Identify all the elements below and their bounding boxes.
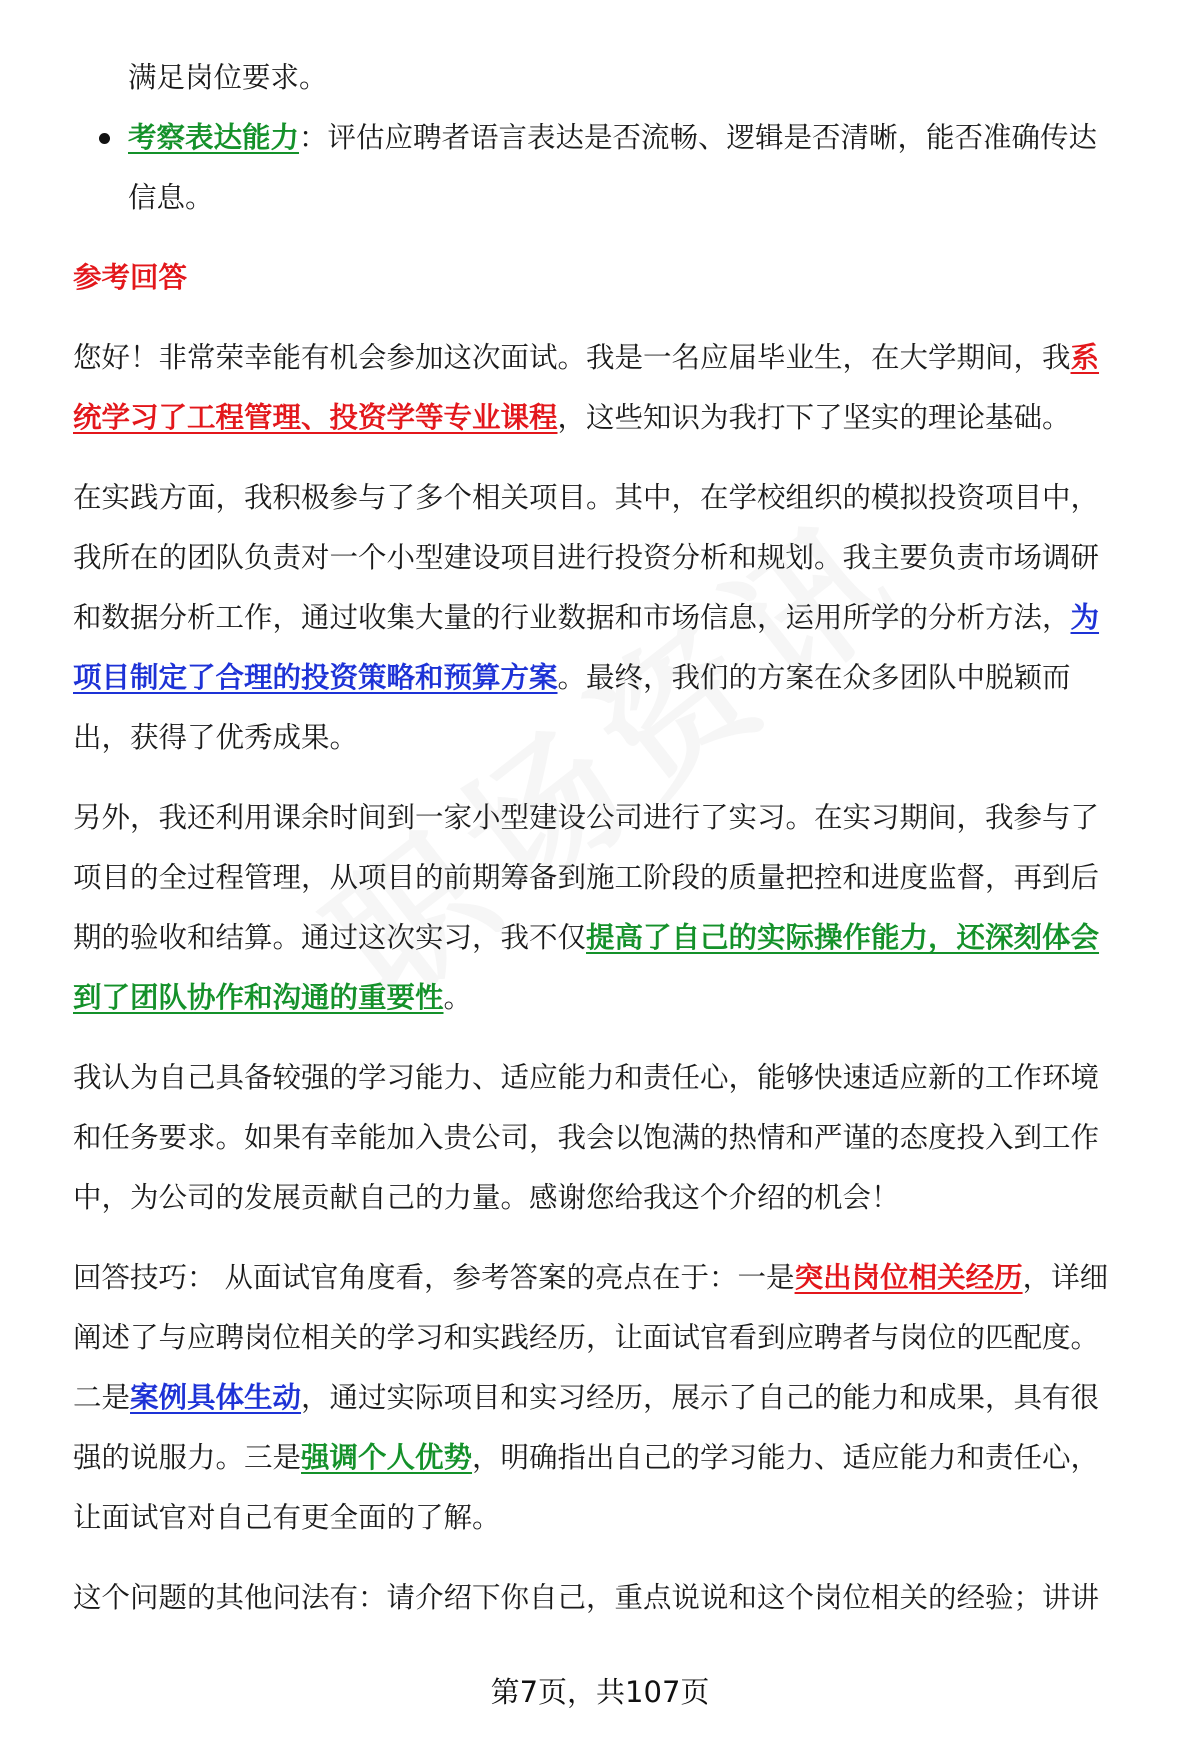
highlight-blue: 案例具体生动 [130,1381,302,1414]
paragraph-internship: 另外，我还利用课余时间到一家小型建设公司进行了实习。在实习期间，我参与了 项目的全过程管理，从项目的前期筹备到施工阶段的质量把控和进度监督，再到后 期的验收和结算。通过这次实习，我不仅提高了自己的实际操作能力，还深刻体会 到了团队协作和沟通的重要性。 [73,801,1100,1014]
highlight-red: 统学习了工程管理、投资学等专业课程 [73,401,558,434]
highlight-red: 突出岗位相关经历 [794,1261,1023,1294]
paragraph-conclusion: 我认为自己具备较强的学习能力、适应能力和责任心，能够快速适应新的工作环境 和任务要求。如果有幸能加入贵公司，我会以饱满的热情和严谨的态度投入到工作 中，为公司的发展贡献自己的力量。感谢您给我这个介绍的机会！ [73,1061,1100,1214]
page-number: 第7页，共107页 [490,1675,710,1709]
bullet-dot-icon [99,133,110,144]
bullet-item-expression: 考察表达能力：评估应聘者语言表达是否流畅、逻辑是否清晰，能否准确传达 [73,108,1153,168]
section-heading: 参考回答 [73,261,188,294]
highlight-red: 系 [1070,341,1100,374]
paragraph-practice: 在实践方面，我积极参与了多个相关项目。其中，在学校组织的模拟投资项目中， 我所在的团队负责对一个小型建设项目进行投资分析和规划。我主要负责市场调研 和数据分析工作，通过收集大量的行业数据和市场信息，运用所学的分析方法，为 项目制定了合理的投资策略和预算方案。最终，我们的方案在众多团队中脱颖而 出，获得了优秀成果。 [73,481,1100,754]
highlight-green: 到了团队协作和沟通的重要性 [73,981,444,1014]
paragraph-tips: 回答技巧： 从面试官角度看，参考答案的亮点在于：一是突出岗位相关经历，详细 阐述了与应聘岗位相关的学习和实践经历，让面试官看到应聘者与岗位的匹配度。 二是案例具体生动，通过实际项目和实习经历，展示了自己的能力和成果，具有很 强的说服力。三是强调个人优势，明确指出自己的学习能力、适应能力和责任心， 让面试官对自己有更全面的了解。 [73,1261,1109,1534]
text-line: 信息。 [128,181,214,214]
paragraph-alternatives: 这个问题的其他问法有：请介绍下你自己，重点说说和这个岗位相关的经验；讲讲 [73,1581,1100,1614]
highlight-green: 强调个人优势 [301,1441,473,1474]
document-body [73,48,1153,1628]
highlight-blue: 项目制定了合理的投资策略和预算方案 [73,661,558,694]
text-line: 满足岗位要求。 [128,61,328,94]
highlight-term: 考察表达能力 [128,121,300,154]
highlight-blue: 为 [1070,601,1100,634]
highlight-green: 提高了自己的实际操作能力，还深刻体会 [586,921,1100,954]
paragraph-intro: 您好！非常荣幸能有机会参加这次面试。我是一名应届毕业生，在大学期间，我系 统学习了工程管理、投资学等专业课程，这些知识为我打下了坚实的理论基础。 [73,341,1100,434]
